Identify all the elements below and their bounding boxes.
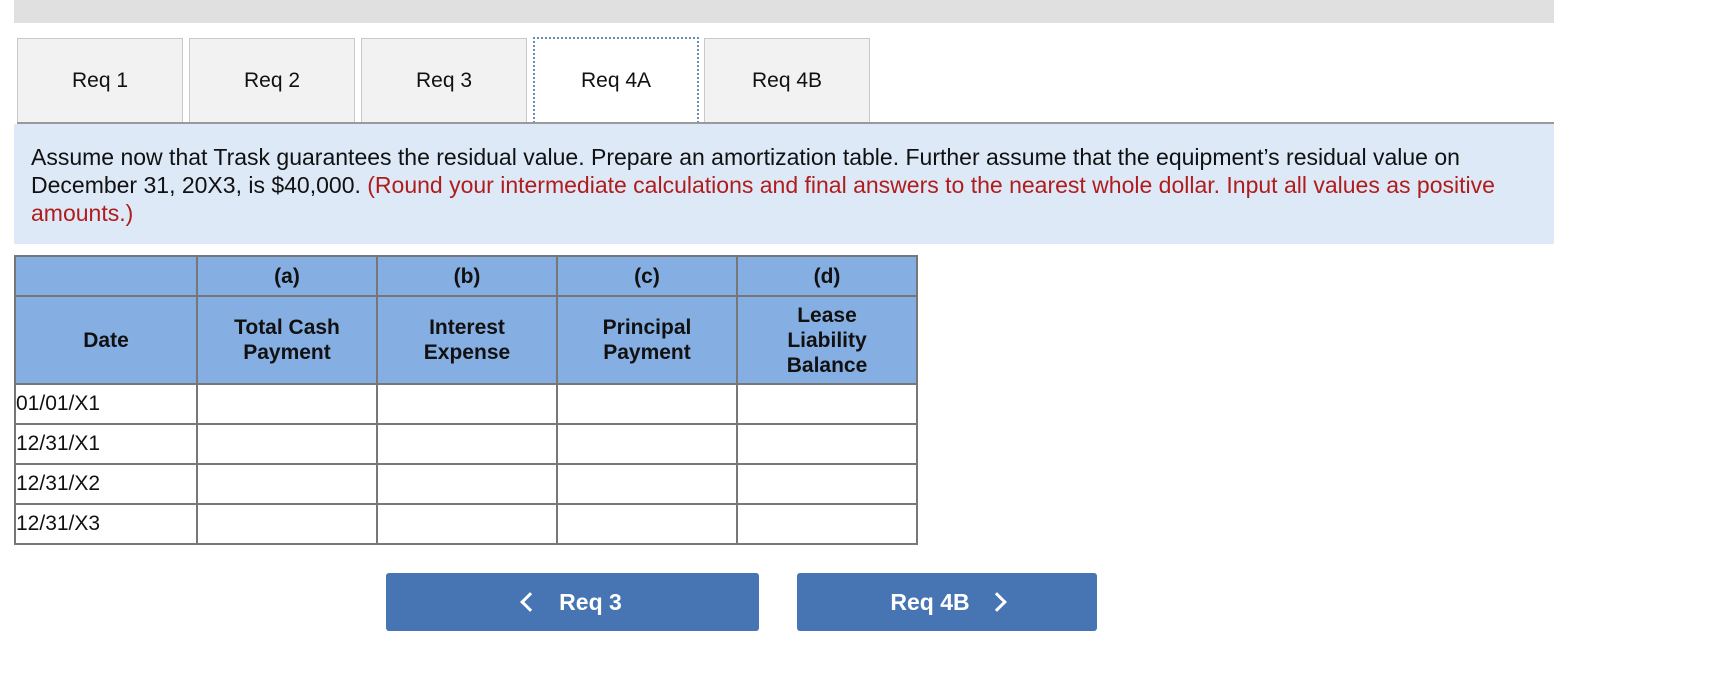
header-blank-cell — [15, 256, 197, 296]
principal-payment-input[interactable] — [558, 425, 736, 463]
lease-liability-balance-cell — [737, 424, 917, 464]
date-cell: 01/01/X1 — [15, 384, 197, 424]
lease-liability-balance-input[interactable] — [738, 465, 916, 503]
total-cash-payment-input[interactable] — [198, 465, 376, 503]
table-row — [15, 504, 917, 544]
interest-expense-cell — [377, 504, 557, 544]
tab-req-4b[interactable]: Req 4B — [704, 38, 870, 122]
total-cash-payment-cell — [197, 504, 377, 544]
header-line: Expense — [423, 341, 511, 364]
question-prompt — [14, 124, 1554, 244]
interest-expense-input[interactable] — [378, 505, 556, 543]
header-letter-a: (a) — [197, 256, 377, 296]
principal-payment-input[interactable] — [558, 465, 736, 503]
tab-req-4a[interactable]: Req 4A — [533, 37, 699, 123]
principal-payment-cell — [557, 384, 737, 424]
table-row — [15, 424, 917, 464]
interest-expense-cell — [377, 384, 557, 424]
header-line: Interest — [429, 316, 505, 339]
column-header-row — [15, 296, 917, 384]
prev-req-3-button[interactable] — [386, 573, 759, 631]
lease-liability-balance-cell — [737, 384, 917, 424]
table-row — [15, 464, 917, 504]
total-cash-payment-cell — [197, 464, 377, 504]
header-interest-expense — [377, 296, 557, 384]
header-line: Total Cash — [234, 316, 340, 339]
header-date: Date — [15, 296, 197, 384]
date-cell: 12/31/X3 — [15, 504, 197, 544]
header-line: Balance — [786, 353, 868, 377]
header-line: Payment — [243, 341, 331, 364]
chevron-left-icon — [520, 592, 540, 612]
header-letter-b: (b) — [377, 256, 557, 296]
lease-liability-balance-input[interactable] — [738, 385, 916, 423]
total-cash-payment-input[interactable] — [198, 425, 376, 463]
lease-liability-balance-cell — [737, 504, 917, 544]
amortization-table — [14, 255, 918, 545]
next-button-label: Req 4B — [890, 588, 970, 615]
total-cash-payment-cell — [197, 424, 377, 464]
header-letter-d: (d) — [737, 256, 917, 296]
total-cash-payment-input[interactable] — [198, 385, 376, 423]
header-line: Liability — [787, 328, 867, 352]
table-row — [15, 384, 917, 424]
interest-expense-input[interactable] — [378, 465, 556, 503]
principal-payment-input[interactable] — [558, 385, 736, 423]
header-line: Payment — [603, 341, 691, 364]
prev-button-label: Req 3 — [559, 588, 622, 615]
header-line: Principal — [602, 316, 692, 339]
lease-liability-balance-input[interactable] — [738, 425, 916, 463]
prompt-text: Assume now that Trask guarantees the residual value. Prepare an amortization table. Further assume that the equipment’s residual value on December 31, 20X3, is $40,000. — [31, 144, 1460, 198]
header-total-cash-payment — [197, 296, 377, 384]
chevron-right-icon — [987, 592, 1007, 612]
next-req-4b-button[interactable] — [797, 573, 1097, 631]
header-lease-liability-balance — [737, 296, 917, 384]
prompt-instruction: (Round your intermediate calculations and final answers to the nearest whole dollar. Input all values as positive amounts.) — [31, 172, 1495, 226]
interest-expense-input[interactable] — [378, 385, 556, 423]
header-line: Lease — [797, 303, 857, 327]
principal-payment-input[interactable] — [558, 505, 736, 543]
letter-header-row — [15, 256, 917, 296]
lease-liability-balance-input[interactable] — [738, 505, 916, 543]
header-principal-payment — [557, 296, 737, 384]
top-bar — [14, 0, 1554, 23]
interest-expense-cell — [377, 464, 557, 504]
date-cell: 12/31/X1 — [15, 424, 197, 464]
total-cash-payment-input[interactable] — [198, 505, 376, 543]
principal-payment-cell — [557, 504, 737, 544]
total-cash-payment-cell — [197, 384, 377, 424]
interest-expense-cell — [377, 424, 557, 464]
date-cell: 12/31/X2 — [15, 464, 197, 504]
lease-liability-balance-cell — [737, 464, 917, 504]
principal-payment-cell — [557, 424, 737, 464]
principal-payment-cell — [557, 464, 737, 504]
tab-req-1[interactable]: Req 1 — [17, 38, 183, 122]
tab-req-2[interactable]: Req 2 — [189, 38, 355, 122]
header-letter-c: (c) — [557, 256, 737, 296]
interest-expense-input[interactable] — [378, 425, 556, 463]
tab-req-3[interactable]: Req 3 — [361, 38, 527, 122]
